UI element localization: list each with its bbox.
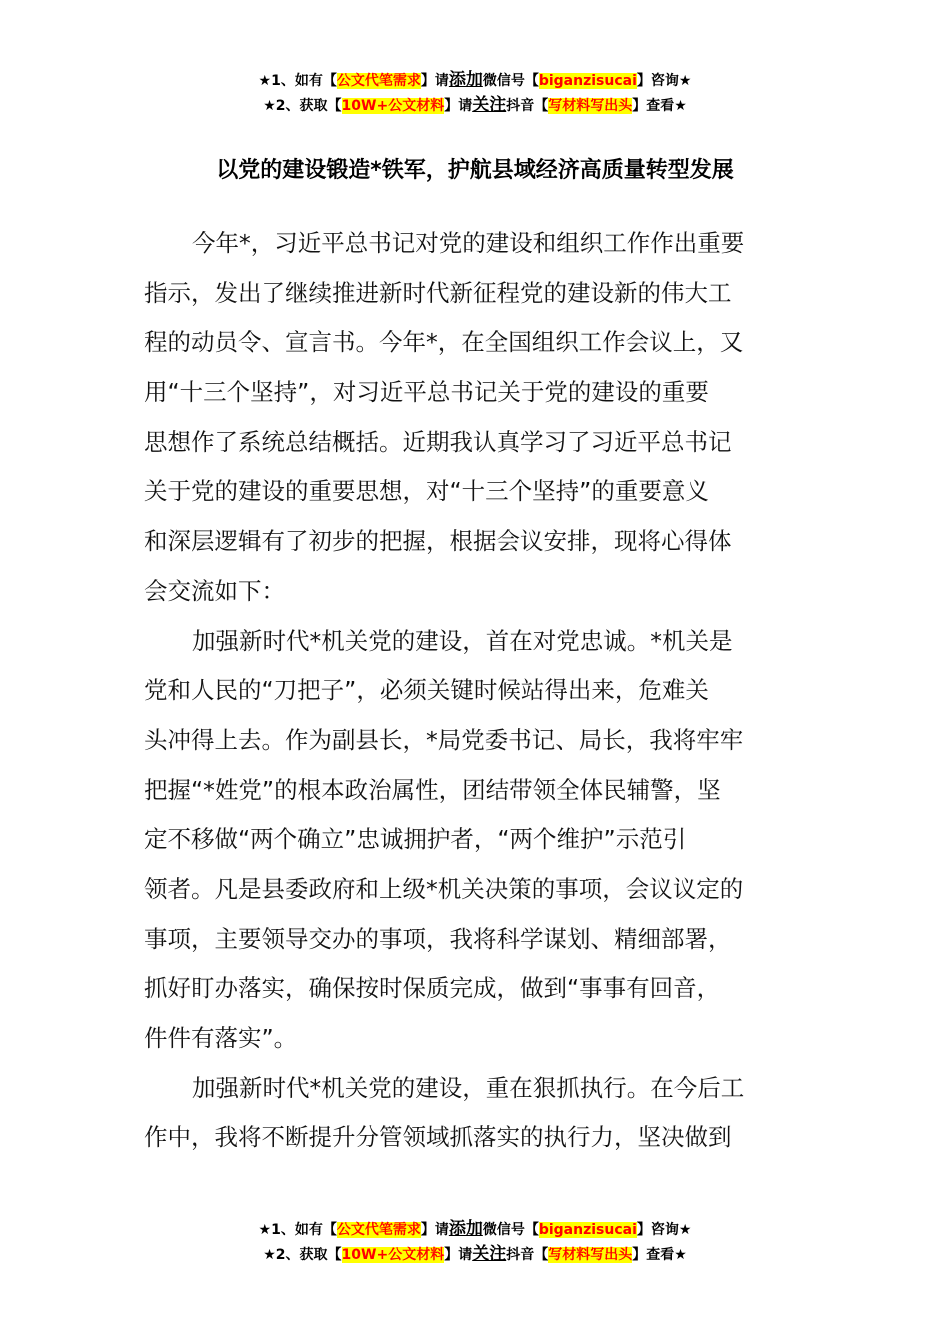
body-line: 抓好盯办落实，确保按时保质完成，做到“事事有回音，: [144, 974, 721, 1003]
highlight-wechat-id: biganzisucai: [538, 73, 637, 89]
notice-text: 】请: [444, 98, 473, 114]
highlight-douyin-account: 写材料写出头: [548, 98, 633, 114]
body-line: 加强新时代*机关党的建设，首在对党忠诚。*机关是: [192, 626, 733, 655]
notice-text: 】请: [420, 1222, 449, 1238]
underlined-text: 关注: [472, 95, 507, 115]
notice-text: 】咨询: [636, 73, 679, 89]
star-icon: ★: [258, 1222, 272, 1238]
body-line: 关于党的建设的重要思想，对“十三个坚持”的重要意义: [144, 477, 709, 506]
highlight-service: 公文代笔需求: [336, 73, 421, 89]
highlight-wechat-id: biganzisucai: [538, 1222, 637, 1238]
document-body: [144, 219, 804, 1163]
notice-line-1: [0, 68, 950, 93]
star-icon: ★: [678, 73, 692, 89]
body-line: 领者。凡是县委政府和上级*机关决策的事项，会议议定的: [144, 874, 744, 903]
notice-text: 】查看: [632, 1247, 675, 1263]
notice-text: 】查看: [632, 98, 675, 114]
highlight-service: 公文代笔需求: [336, 1222, 421, 1238]
notice-text: 抖音【: [506, 1247, 549, 1263]
underlined-text: 添加: [448, 70, 483, 90]
highlight-materials: 10W+公文材料: [341, 98, 445, 114]
star-icon: ★: [258, 73, 272, 89]
notice-text: 抖音【: [506, 98, 549, 114]
notice-text: 1、如有【: [271, 1222, 337, 1238]
notice-text: 微信号【: [482, 1222, 539, 1238]
body-line: 加强新时代*机关党的建设，重在狠抓执行。在今后工: [192, 1073, 745, 1102]
notice-text: 】咨询: [636, 1222, 679, 1238]
body-line: 指示，发出了继续推进新时代新征程党的建设新的伟大工: [144, 278, 732, 307]
document-title: 以党的建设锻造*铁军，护航县域经济高质量转型发展: [216, 158, 734, 183]
highlight-douyin-account: 写材料写出头: [548, 1247, 633, 1263]
underlined-text: 添加: [448, 1219, 483, 1239]
notice-text: 1、如有【: [271, 73, 337, 89]
body-line: 和深层逻辑有了初步的把握，根据会议安排，现将心得体: [144, 527, 732, 556]
body-line: 会交流如下：: [144, 576, 285, 605]
notice-text: 微信号【: [482, 73, 539, 89]
body-line: 党和人民的“刀把子”，必须关键时候站得出来，危难关: [144, 676, 709, 705]
footer-notice: [0, 1217, 950, 1267]
notice-text: 2、获取【: [275, 1247, 342, 1263]
notice-text: 】请: [420, 73, 449, 89]
star-icon: ★: [678, 1222, 692, 1238]
star-icon: ★: [674, 1247, 687, 1263]
star-icon: ★: [674, 98, 687, 114]
body-line: 事项，主要领导交办的事项，我将科学谋划、精细部署，: [144, 924, 732, 953]
highlight-materials: 10W+公文材料: [341, 1247, 445, 1263]
notice-line-2: [0, 1242, 950, 1267]
header-notice: [0, 68, 950, 118]
body-line: 件件有落实”。: [144, 1024, 298, 1052]
body-line: 用“十三个坚持”，对习近平总书记关于党的建设的重要: [144, 378, 709, 407]
body-line: 定不移做“两个确立”忠诚拥护者，“两个维护”示范引: [144, 825, 687, 854]
star-icon: ★: [263, 1247, 276, 1263]
notice-text: 】请: [444, 1247, 473, 1263]
notice-line-1: [0, 1217, 950, 1242]
body-line: 思想作了系统总结概括。近期我认真学习了习近平总书记: [144, 427, 732, 456]
underlined-text: 关注: [472, 1244, 507, 1264]
body-line: 程的动员令、宣言书。今年*，在全国组织工作会议上，又: [144, 328, 744, 357]
body-line: 作中，我将不断提升分管领域抓落实的执行力，坚决做到: [144, 1123, 732, 1152]
body-line: 头冲得上去。作为副县长，*局党委书记、局长，我将牢牢: [144, 725, 744, 754]
body-line: 把握“*姓党”的根本政治属性，团结带领全体民辅警，坚: [144, 775, 721, 804]
star-icon: ★: [263, 98, 276, 114]
notice-line-2: [0, 93, 950, 118]
notice-text: 2、获取【: [275, 98, 342, 114]
body-line: 今年*，习近平总书记对党的建设和组织工作作出重要: [192, 229, 745, 257]
